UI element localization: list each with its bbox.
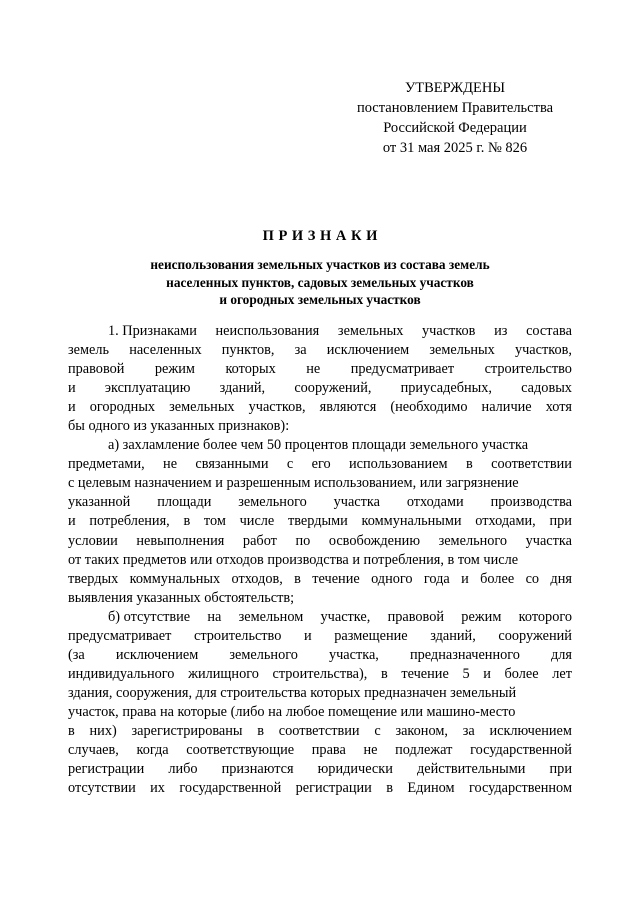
text-word: регистрации bbox=[295, 780, 372, 797]
text-word: в bbox=[465, 456, 473, 473]
text-word: индивидуального bbox=[68, 665, 175, 682]
text-word: населенных bbox=[129, 342, 202, 359]
text-line bbox=[68, 379, 572, 398]
text-word: юридически bbox=[317, 761, 393, 778]
text-word: производства bbox=[490, 494, 572, 511]
text-line bbox=[108, 608, 572, 627]
text-word: 5 bbox=[462, 665, 470, 682]
text-word: числе bbox=[239, 513, 275, 530]
document-title-block bbox=[68, 226, 572, 309]
text-line bbox=[68, 570, 572, 589]
text-word: лет bbox=[552, 665, 572, 682]
text-word: твердых bbox=[68, 570, 119, 587]
text-word: строительства), bbox=[272, 665, 368, 682]
text-word: земельных bbox=[337, 323, 404, 339]
text-word: участков, bbox=[248, 399, 306, 416]
text-word: либо bbox=[168, 761, 198, 778]
text-line bbox=[68, 779, 572, 798]
text-line: выявления указанных обстоятельств; bbox=[68, 589, 295, 606]
text-word: твердыми bbox=[287, 513, 348, 530]
text-word: (необходимо bbox=[390, 399, 468, 416]
text-word: и bbox=[303, 627, 312, 644]
text-word: отходами bbox=[406, 494, 464, 511]
text-word: и bbox=[68, 513, 76, 530]
text-line: бы одного из указанных признаков): bbox=[68, 418, 290, 435]
text-word: исключением bbox=[115, 646, 199, 663]
text-word: предметами, bbox=[68, 456, 145, 473]
text-word: земельного bbox=[229, 646, 298, 663]
text-word: использованием bbox=[349, 456, 448, 473]
text-word: соответствующие bbox=[186, 742, 295, 759]
text-word: исключением bbox=[489, 722, 572, 739]
text-word: коммунальными bbox=[361, 513, 462, 530]
text-word: земельных bbox=[429, 342, 495, 359]
text-line bbox=[68, 512, 572, 531]
text-word: зданий, bbox=[219, 380, 266, 397]
text-word: правовой bbox=[68, 361, 125, 378]
text-word: за bbox=[462, 722, 475, 739]
text-line bbox=[68, 722, 572, 741]
text-line bbox=[68, 760, 572, 779]
text-word: законом, bbox=[395, 722, 448, 739]
text-line bbox=[68, 627, 572, 646]
text-word: которого bbox=[518, 608, 572, 625]
text-word: работ bbox=[242, 532, 277, 549]
text-word: и bbox=[461, 570, 469, 587]
text-word: в bbox=[386, 780, 393, 797]
text-word: в bbox=[68, 722, 75, 739]
paragraph bbox=[68, 608, 572, 798]
text-word: не bbox=[163, 456, 178, 473]
document-body bbox=[68, 322, 572, 798]
text-word: Едином bbox=[407, 780, 455, 797]
text-word: с bbox=[374, 722, 381, 739]
approval-line-approved: УТВЕРЖДЕНЫ bbox=[404, 80, 506, 96]
text-word: предусматривает bbox=[68, 627, 172, 644]
text-word: течение bbox=[401, 665, 449, 682]
text-word: хотя bbox=[545, 399, 572, 416]
text-line bbox=[68, 493, 572, 512]
text-word: не bbox=[306, 361, 321, 378]
text-word: участков bbox=[422, 323, 476, 339]
text-word: отходами, bbox=[475, 513, 536, 530]
text-word: зарегистрированы bbox=[131, 722, 243, 739]
text-word: государственной bbox=[179, 780, 282, 797]
text-word: наличие bbox=[481, 399, 532, 416]
text-word: невыполнения bbox=[136, 532, 225, 549]
text-word: со bbox=[525, 570, 540, 587]
text-word: одного bbox=[371, 570, 413, 587]
text-word: в bbox=[257, 722, 265, 739]
text-word: признаются bbox=[221, 761, 294, 778]
text-word: земельном bbox=[238, 608, 304, 625]
text-line bbox=[68, 398, 572, 417]
text-word: режим bbox=[461, 608, 502, 625]
text-word: для bbox=[551, 646, 572, 663]
text-word: потребления, bbox=[89, 513, 170, 530]
text-word: размещение bbox=[334, 627, 408, 644]
text-word: них) bbox=[89, 722, 117, 739]
subtitle-line-1: неиспользования земельных участков из состава земель bbox=[150, 257, 490, 272]
text-word: государственной bbox=[470, 742, 572, 759]
text-word: освобождению bbox=[328, 532, 421, 549]
text-word: предусматривает bbox=[350, 361, 455, 378]
text-word: б) отсутствие bbox=[108, 608, 191, 625]
text-word: правовой bbox=[387, 608, 445, 625]
text-word: участке, bbox=[320, 608, 371, 625]
text-word: (за bbox=[68, 646, 85, 663]
text-word: при bbox=[549, 513, 572, 530]
text-word: сооружений, bbox=[294, 380, 372, 397]
text-word: состава bbox=[526, 323, 572, 339]
text-line bbox=[68, 341, 572, 360]
text-word: на bbox=[207, 608, 222, 625]
text-word: подлежат bbox=[395, 742, 453, 759]
text-word: эксплуатацию bbox=[104, 380, 191, 397]
text-word: из bbox=[494, 323, 508, 339]
subtitle-line-2: населенных пунктов, садовых земельных участков bbox=[166, 274, 474, 290]
text-word: садовых bbox=[521, 380, 572, 397]
text-word: регистрации bbox=[68, 761, 145, 778]
text-word: участка bbox=[333, 494, 380, 511]
text-word: условии bbox=[68, 532, 118, 549]
text-word: случаев, bbox=[68, 742, 119, 759]
text-word: в bbox=[380, 665, 388, 682]
text-line bbox=[68, 455, 572, 474]
text-line bbox=[68, 360, 572, 379]
text-word: соответствии bbox=[491, 456, 572, 473]
text-line bbox=[68, 665, 572, 684]
text-word: их bbox=[150, 780, 165, 797]
text-word: строительство bbox=[484, 361, 572, 378]
text-word: в bbox=[183, 513, 191, 530]
paragraph bbox=[68, 436, 572, 607]
text-word: соответствии bbox=[278, 722, 360, 739]
text-word: площади bbox=[157, 494, 212, 511]
text-word: более bbox=[480, 570, 515, 587]
text-line: с целевым назначением и разрешенным использованием, или загрязнение bbox=[68, 475, 519, 492]
text-line: от таких предметов или отходов производства и потребления, в том числе bbox=[68, 551, 519, 568]
text-word: отходов, bbox=[231, 570, 283, 587]
text-word: его bbox=[311, 456, 331, 473]
text-word: указанной bbox=[68, 494, 131, 511]
page-title: ПРИЗНАКИ bbox=[262, 228, 382, 244]
text-word: отсутствии bbox=[68, 780, 136, 797]
text-word: дня bbox=[550, 570, 572, 587]
text-word: неиспользования bbox=[215, 323, 320, 339]
text-word: предназначенного bbox=[409, 646, 520, 663]
text-line bbox=[68, 532, 572, 551]
approval-line-federation: Российской Федерации bbox=[383, 120, 527, 136]
document-subtitle bbox=[68, 256, 572, 309]
text-word: жилищного bbox=[188, 665, 259, 682]
text-word: режим bbox=[154, 361, 195, 378]
text-word: земельного bbox=[438, 532, 508, 549]
subtitle-line-3: и огородных земельных участков bbox=[219, 292, 421, 307]
text-line bbox=[68, 741, 572, 760]
text-word: сооружений bbox=[498, 627, 572, 644]
text-word: участков, bbox=[514, 342, 572, 359]
text-word: связанными bbox=[195, 456, 269, 473]
text-word: том bbox=[203, 513, 226, 530]
text-word: года bbox=[423, 570, 450, 587]
text-line: участок, права на которые (либо на любое помещение или машино-место bbox=[68, 703, 516, 720]
text-word: в bbox=[294, 570, 301, 587]
text-word: течение bbox=[312, 570, 360, 587]
text-word: не bbox=[363, 742, 378, 759]
approval-line-date-number: от 31 мая 2025 г. № 826 bbox=[382, 140, 528, 156]
text-word: являются bbox=[319, 399, 377, 416]
text-line bbox=[108, 322, 572, 341]
text-word: действительными bbox=[416, 761, 526, 778]
text-word: огородных bbox=[89, 399, 156, 416]
text-word: при bbox=[549, 761, 572, 778]
text-line: а) захламление более чем 50 процентов площади земельного участка bbox=[108, 437, 529, 454]
text-word: государственном bbox=[468, 780, 572, 797]
text-word: 1. Признаками bbox=[108, 323, 197, 339]
text-word: и bbox=[483, 665, 491, 682]
text-word: участка, bbox=[328, 646, 379, 663]
text-word: за bbox=[294, 342, 307, 359]
text-word: более bbox=[504, 665, 539, 682]
text-word: с bbox=[286, 456, 294, 473]
text-word: земельного bbox=[238, 494, 307, 511]
text-word: когда bbox=[136, 742, 169, 759]
text-word: приусадебных, bbox=[400, 380, 492, 397]
text-word: земельных bbox=[169, 399, 235, 416]
text-word: земель bbox=[68, 342, 110, 359]
paragraph bbox=[68, 322, 572, 436]
approval-header-block bbox=[330, 78, 580, 158]
text-word: зданий, bbox=[430, 627, 476, 644]
text-word: участка bbox=[525, 532, 572, 549]
text-word: строительство bbox=[194, 627, 282, 644]
text-word: исключением bbox=[326, 342, 410, 359]
text-word: по bbox=[295, 532, 311, 549]
text-word: и bbox=[68, 380, 76, 397]
text-word: которых bbox=[225, 361, 276, 378]
approval-line-decree: постановлением Правительства bbox=[356, 100, 554, 116]
text-word: коммунальных bbox=[129, 570, 221, 587]
text-line bbox=[68, 646, 572, 665]
text-word: права bbox=[311, 742, 346, 759]
text-word: пунктов, bbox=[221, 342, 275, 359]
text-word: и bbox=[68, 399, 76, 416]
text-line: здания, сооружения, для строительства которых предназначен земельный bbox=[68, 684, 517, 701]
